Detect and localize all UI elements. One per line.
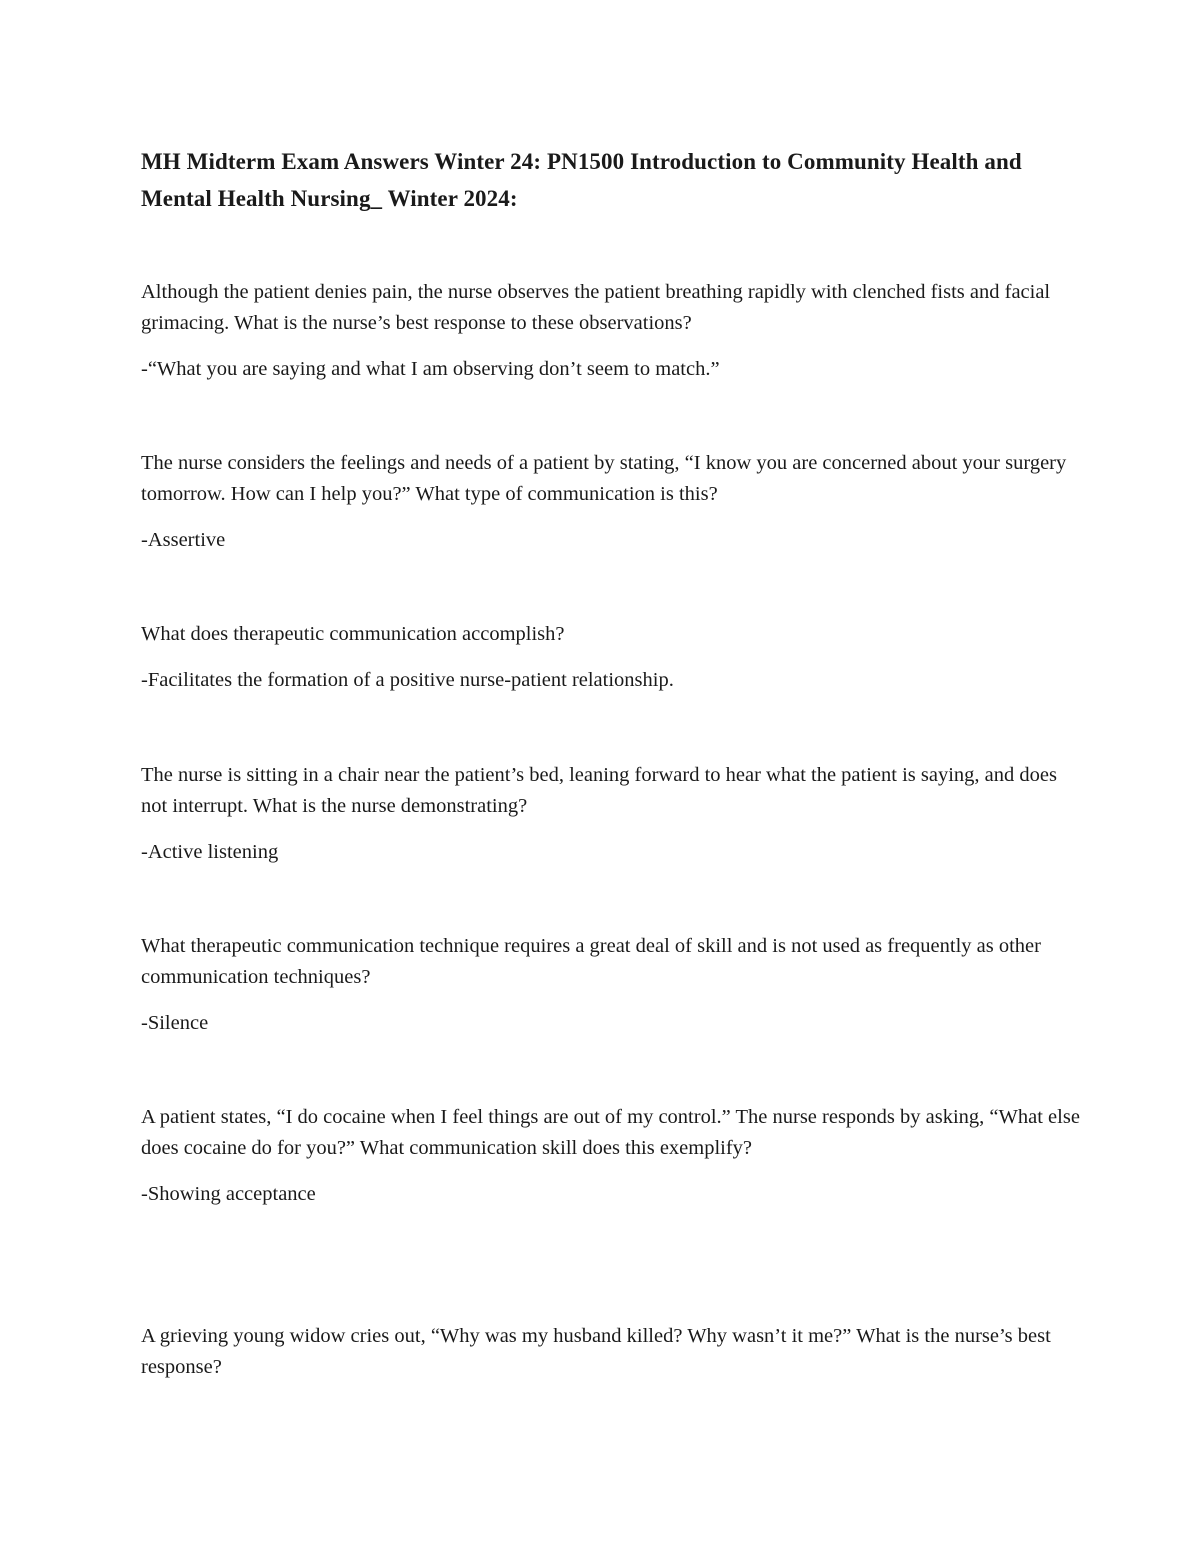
answer-6: -Showing acceptance [141, 1183, 316, 1205]
qa-item-5 [141, 931, 1081, 1039]
question-6: A patient states, “I do cocaine when I feel things are out of my control.” The nurse responds by asking, “What else does cocaine do for you?” What communication skill does this exemplify? [141, 1106, 1080, 1159]
question-2: The nurse considers the feelings and needs of a patient by stating, “I know you are concerned about your surgery tomorrow. How can I help you?” What type of communication is this? [141, 452, 1067, 505]
answer-1: -“What you are saying and what I am observing don’t seem to match.” [141, 358, 720, 380]
qa-item-1 [141, 277, 1081, 385]
qa-item-4 [141, 760, 1081, 868]
qa-item-2 [141, 448, 1081, 556]
question-1: Although the patient denies pain, the nurse observes the patient breathing rapidly with clenched fists and facial grimacing. What is the nurse’s best response to these observations? [141, 281, 1051, 334]
answer-4: -Active listening [141, 841, 279, 863]
qa-item-7 [141, 1321, 1081, 1383]
question-4: The nurse is sitting in a chair near the patient’s bed, leaning forward to hear what the patient is saying, and does not interrupt. What is the nurse demonstrating? [141, 764, 1057, 817]
answer-2: -Assertive [141, 529, 226, 551]
qa-item-3 [141, 619, 1081, 696]
question-5: What therapeutic communication technique requires a great deal of skill and is not used as frequently as other communication techniques? [141, 935, 1041, 988]
question-7: A grieving young widow cries out, “Why was my husband killed? Why wasn’t it me?” What is the nurse’s best response? [141, 1325, 1051, 1378]
question-3: What does therapeutic communication accomplish? [141, 623, 565, 645]
answer-3: -Facilitates the formation of a positive nurse-patient relationship. [141, 669, 674, 691]
answer-5: -Silence [141, 1012, 209, 1034]
document-title: MH Midterm Exam Answers Winter 24: PN1500 Introduction to Community Health and Mental Health Nursing_ Winter 2024: [141, 149, 1022, 211]
qa-item-6 [141, 1102, 1081, 1210]
